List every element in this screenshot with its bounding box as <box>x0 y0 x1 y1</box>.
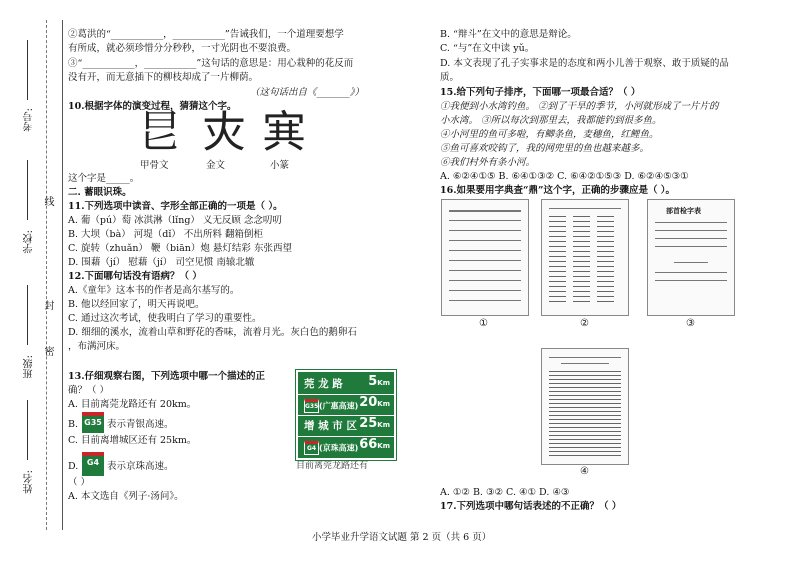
name-label: 姓名: <box>24 470 35 494</box>
q15-sentence-line2: 小水湾。 ③所以每次到那里去，我都能钓到很多鱼。 <box>440 115 662 126</box>
sign-caption: 目前离莞龙路还有 <box>296 461 369 471</box>
q13-option-d-text: 表示京珠高速。 <box>107 461 174 472</box>
sign-row-zengcheng <box>298 416 394 437</box>
q13-option-b-prefix: B. <box>68 419 79 430</box>
binding-solid-line <box>62 20 63 530</box>
exam-number-label: 考号: <box>24 108 35 132</box>
q9-line4: 没有开，而无意插下的柳枝却成了一片柳荫。 <box>68 72 259 83</box>
q13-option-b-text: 表示青银高速。 <box>107 419 174 430</box>
q13-option-c: C. 目前离增城区还有 25km。 <box>68 435 197 446</box>
q12-option-d-line2: ，布满河床。 <box>68 341 126 352</box>
q11-option-c: C. 旋转（zhuǎn） 鞭（biān）炮 悬灯结彩 东张西望 <box>68 243 292 254</box>
dictionary-page-thumbnail-1 <box>441 199 529 316</box>
road-sign <box>296 370 396 460</box>
exam-number-field[interactable] <box>27 40 28 100</box>
q13-title-line1: 13.仔细观察右图，下列选项中哪一个描述的正 <box>68 371 266 382</box>
sign-distance: 66Km <box>359 437 390 452</box>
q13-option-d-prefix: D. <box>68 461 79 472</box>
sign-distance: 20Km <box>359 395 390 410</box>
g35-badge-icon: G35 <box>82 412 104 433</box>
sign-place: 增 城 市 区 <box>304 420 357 432</box>
q16-title: 16.如果要用字典查“鼎”这个字，正确的步骤应是（ ）。 <box>440 185 676 196</box>
thumbnail-2-number: ② <box>580 318 589 329</box>
page-footer: 小学毕业升学语文试题 第 2 页（共 6 页） <box>312 532 492 543</box>
q12-title: 12.下面哪句话没有语病？（ ） <box>68 271 202 282</box>
q14-option-b: B. “辩斗”在文中的意思是辩论。 <box>440 29 577 40</box>
q12-option-d-line1: D. 细细的溪水，流着山草和野花的香味，流着月光。灰白色的鹅卵石 <box>68 327 357 338</box>
q15-sentence-line1: ①我便到小水湾钓鱼。 ②到了干旱的季节，小河就形成了一片片的 <box>440 101 719 112</box>
q11-option-b: B. 大坝（bà） 河堤（dǐ） 不出所料 翻箱倒柜 <box>68 229 263 240</box>
dictionary-page-thumbnail-3 <box>647 199 735 316</box>
q13-title-line2: 确？（ ） <box>68 385 110 396</box>
seal-word-line: 线 <box>42 196 53 206</box>
sign-distance: 5Km <box>368 374 390 389</box>
school-label: 学校: <box>24 230 35 254</box>
sign-place: G4 (京珠高速) <box>304 441 358 455</box>
q9-line3: ③“___________，___________”这句话的意思是：用心栽种的花反而 <box>68 58 354 69</box>
seal-word-seal: 封 <box>42 300 53 310</box>
q15-sentence-line3: ④小河里的鱼可多啦，有鲫条鱼，麦穗鱼，红鲤鱼。 <box>440 129 659 140</box>
caption-small-seal: 小篆 <box>270 160 290 171</box>
q17-title: 17.下列选项中哪句话表述的不正确？（ ） <box>440 501 622 512</box>
q14-blank: （ ） <box>68 477 91 488</box>
dictionary-page-thumbnail-2 <box>541 199 629 316</box>
q15-sentence-line4: ⑤鱼可喜欢咬钩了，我的网兜里的鱼也越来越多。 <box>440 143 650 154</box>
g4-badge-icon: G4 <box>82 452 104 476</box>
q15-sentence-line5: ⑥我们村外有条小河。 <box>440 157 536 168</box>
q14-option-d-line2: 质。 <box>440 72 460 83</box>
dictionary-page-thumbnail-4 <box>541 348 629 465</box>
sign-place: 莞 龙 路 <box>304 378 343 390</box>
q9-source: （这句话出自《_______》） <box>250 87 365 98</box>
q11-option-d: D. 围藉（jí） 慰藉（jí） 司空见惯 南辕北辙 <box>68 257 255 268</box>
q14-option-d-line1: D. 本文表现了孔子实事求是的态度和两小儿善于观察、敢于质疑的品 <box>440 58 729 69</box>
q11-option-a: A. 葡（pú）萄 冰淇淋（lǐng） 义无反顾 念念叨叨 <box>68 215 282 226</box>
q12-option-a: A.《童年》这本书的作者是高尔基写的。 <box>68 285 240 296</box>
q15-options: A. ⑥②④①⑤ B. ⑥④①③② C. ⑥④②①⑤③ D. ⑥②④⑤③① <box>440 171 689 182</box>
q13-option-a: A. 目前离莞龙路还有 20km。 <box>68 399 197 410</box>
caption-bronze: 金文 <box>206 160 226 171</box>
sign-row-guanlong <box>298 374 394 395</box>
thumbnail-1-number: ① <box>479 318 488 329</box>
q11-title: 11.下列选项中读音、字形全部正确的一项是（ ）。 <box>68 201 283 212</box>
sign-row-jingzhu <box>298 437 394 457</box>
section-2-title: 二. 蓄眼识珠。 <box>68 187 132 198</box>
q12-option-b: B. 他以经回家了，明天再说吧。 <box>68 299 205 310</box>
q10-title: 10.根据字体的演变过程，猜猜这个字。 <box>68 101 237 112</box>
thumbnail-4-number: ④ <box>580 466 589 477</box>
q16-options: A. ①② B. ③② C. ④① D. ④③ <box>440 487 570 498</box>
class-label: 班级: <box>24 355 35 379</box>
q9-line2: 有所成，就必须珍惜分分秒秒，一寸光阴也不要浪费。 <box>68 43 297 54</box>
name-field[interactable] <box>27 400 28 460</box>
sign-distance: 25Km <box>359 416 390 431</box>
q14-option-c: C. “与”在文中读 yǔ。 <box>440 43 535 54</box>
binding-dashed-line <box>46 20 47 530</box>
glyph-bronze: 𡗜 <box>202 107 246 158</box>
glyph-small-seal: 𡨄 <box>262 107 306 158</box>
caption-oracle-bone: 甲骨文 <box>140 160 169 171</box>
q14-option-a: A. 本文选自《列子·汤问》。 <box>68 491 184 502</box>
glyph-oracle-bone: 㫐 <box>138 107 182 158</box>
thumbnail-3-title: 部首检字表 <box>666 206 701 215</box>
q9-line1: ②葛洪的“___________，___________”告诫我们，一个道理要想学 <box>68 29 344 40</box>
school-field[interactable] <box>27 160 28 220</box>
q15-title: 15.给下列句子排序，下面哪一项最合适？（ ） <box>440 87 641 98</box>
sign-row-guanghui <box>298 395 394 416</box>
sign-place: G35(广惠高速) <box>304 399 358 413</box>
class-field[interactable] <box>27 285 28 345</box>
q10-answer: 这个字是_____。 <box>68 173 140 184</box>
q12-option-c: C. 通过这次考试，使我明白了学习的重要性。 <box>68 313 262 324</box>
thumbnail-3-number: ③ <box>686 318 695 329</box>
seal-word-secret: 密 <box>42 346 53 356</box>
